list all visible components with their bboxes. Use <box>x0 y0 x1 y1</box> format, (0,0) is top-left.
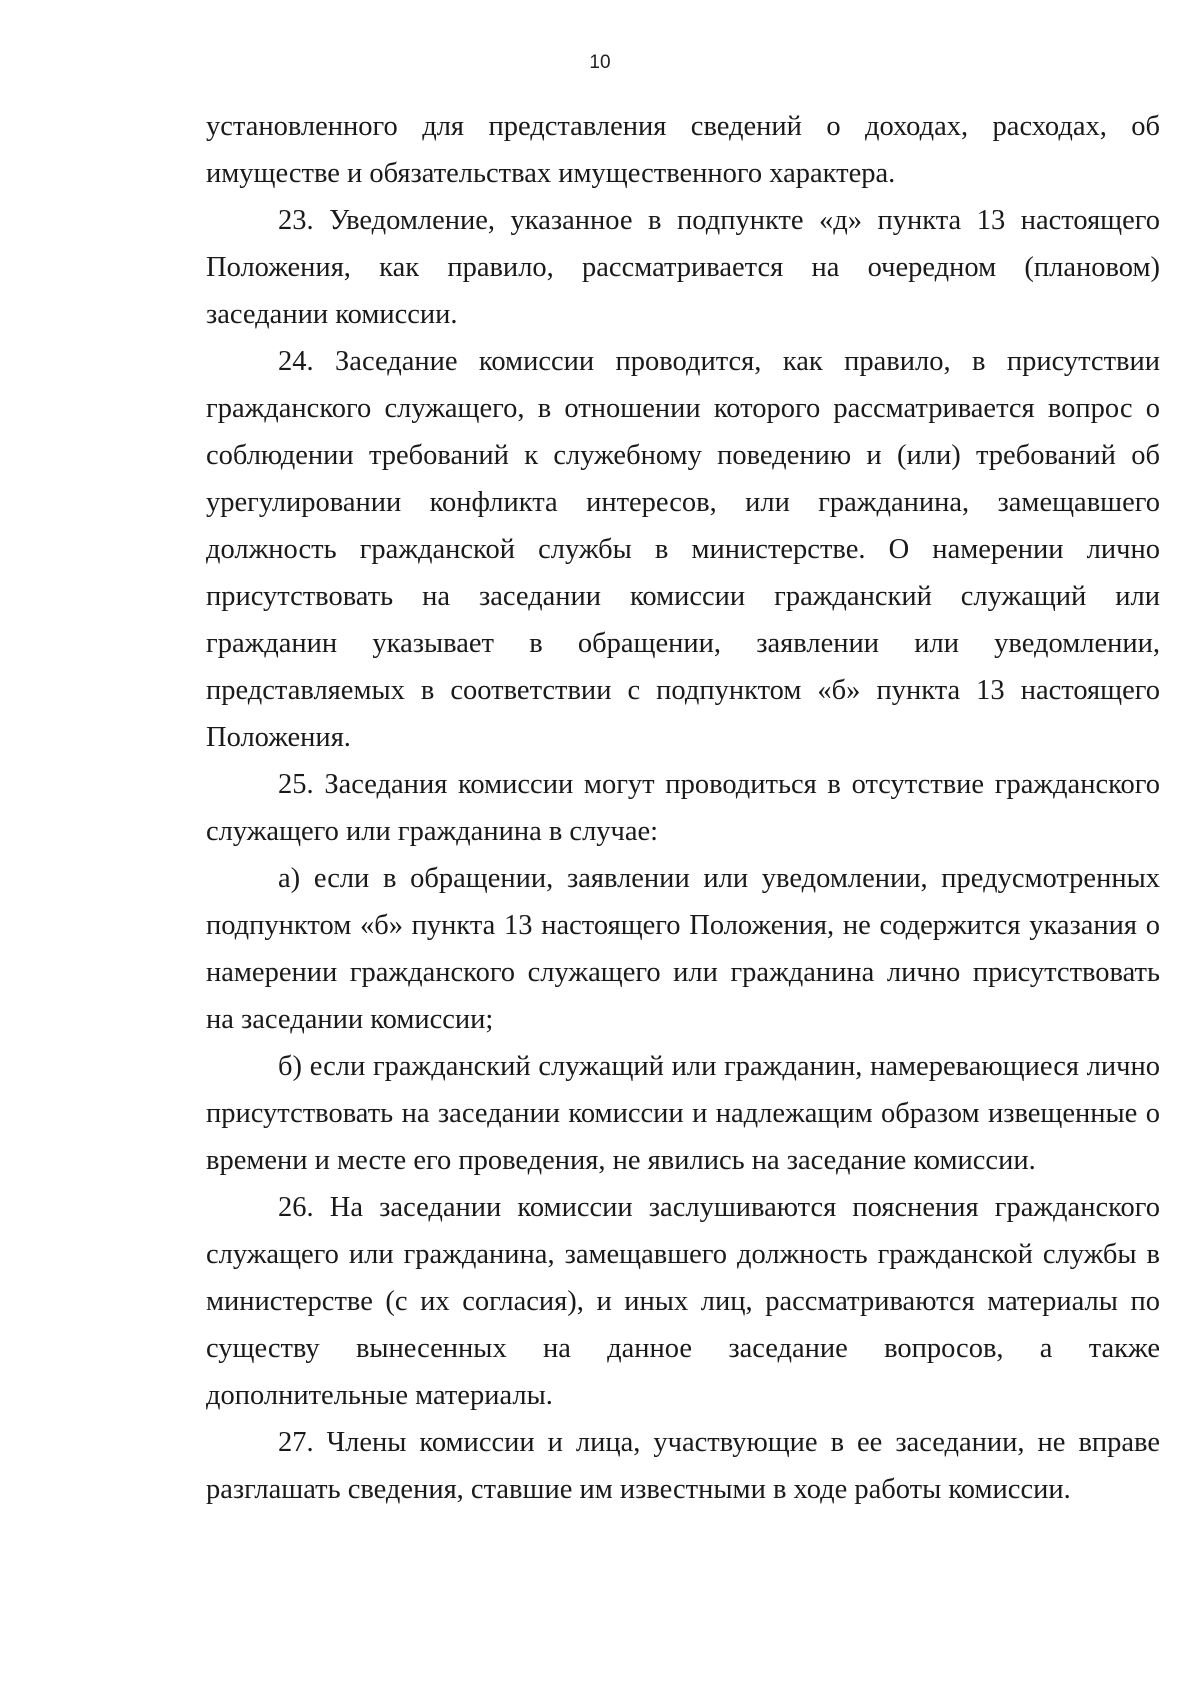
paragraph-26: 26. На заседании комиссии заслушиваются пояснения гражданского служащего или гражданина, замещавшего должность гражданской службы в министерстве (с их согласия), и иных лиц, рассматриваются материалы по существу вынесенных на данное заседание вопросов, а также дополнительные материалы. <box>206 1192 1160 1411</box>
paragraph-25-b: б) если гражданский служащий или гражданин, намеревающиеся лично присутствовать на заседании комиссии и надлежащим образом извещенные о времени и месте его проведения, не явились на заседание комиссии. <box>206 1051 1160 1176</box>
paragraph-25: 25. Заседания комиссии могут проводиться в отсутствие гражданского служащего или гражданина в случае: <box>206 769 1160 847</box>
paragraph-24: 24. Заседание комиссии проводится, как правило, в присутствии гражданского служащего, в отношении которого рассматривается вопрос о соблюдении требований к служебному поведению и (или) требований об урегулировании конфликта интересов, или гражданина, замещавшего должность гражданской службы в министерстве. О намерении лично присутствовать на заседании комиссии гражданский служащий или гражданин указывает в обращении, заявлении или уведомлении, представляемых в соответствии с подпунктом «б» пункта 13 настоящего Положения. <box>206 346 1160 753</box>
page-number: 10 <box>589 52 611 73</box>
paragraph-23: 23. Уведомление, указанное в подпункте «д» пункта 13 настоящего Положения, как правило, рассматривается на очередном (плановом) заседании комиссии. <box>206 205 1160 330</box>
document-body <box>206 103 1160 1513</box>
paragraph-25-a: а) если в обращении, заявлении или уведомлении, предусмотренных подпунктом «б» пункта 13 настоящего Положения, не содержится указания о намерении гражданского служащего или гражданина лично присутствовать на заседании комиссии; <box>206 863 1160 1035</box>
paragraph-continuation: установленного для представления сведений о доходах, расходах, об имуществе и обязательствах имущественного характера. <box>206 111 1160 189</box>
paragraph-27: 27. Члены комиссии и лица, участвующие в ее заседании, не вправе разглашать сведения, ставшие им известными в ходе работы комиссии. <box>206 1427 1160 1505</box>
